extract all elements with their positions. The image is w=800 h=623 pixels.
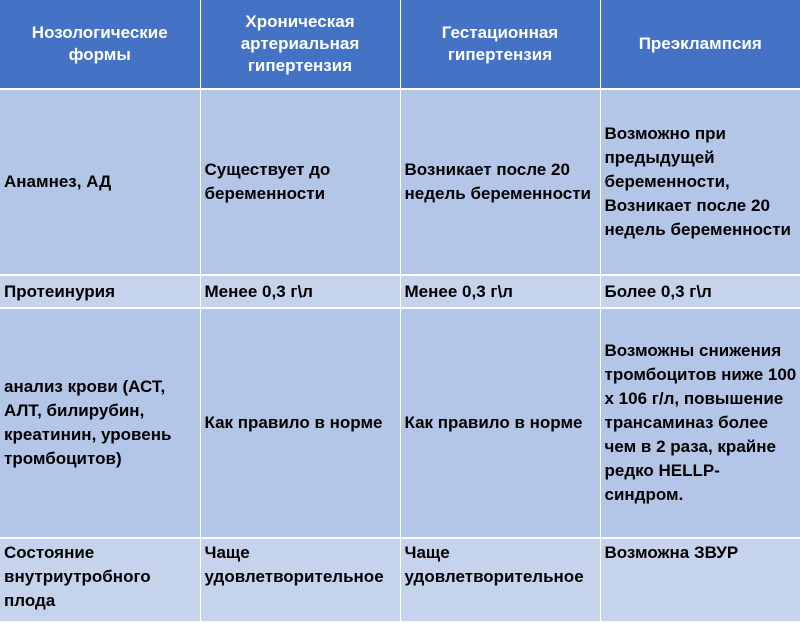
table-cell: Возможна ЗВУР bbox=[600, 538, 800, 622]
row-label-fetal-state: Состояние внутриутробного плода bbox=[0, 538, 200, 622]
table-cell: Чаще удовлетворительное bbox=[400, 538, 600, 622]
column-header-gestational-hypertension: Гестационная гипертензия bbox=[400, 0, 600, 89]
table-cell: Возникает после 20 недель беременности bbox=[400, 89, 600, 275]
row-label-proteinuria: Протеинурия bbox=[0, 275, 200, 308]
table-cell: Менее 0,3 г\л bbox=[400, 275, 600, 308]
table-row bbox=[0, 89, 800, 275]
table-cell: Более 0,3 г\л bbox=[600, 275, 800, 308]
table-header-row bbox=[0, 0, 800, 89]
column-header-chronic-hypertension: Хроническая артериальная гипертензия bbox=[200, 0, 400, 89]
table-cell: Менее 0,3 г\л bbox=[200, 275, 400, 308]
table-row bbox=[0, 308, 800, 538]
table-cell: Существует до беременности bbox=[200, 89, 400, 275]
table-cell: Как правило в норме bbox=[200, 308, 400, 538]
row-label-anamnesis: Анамнез, АД bbox=[0, 89, 200, 275]
column-header-preeclampsia: Преэклампсия bbox=[600, 0, 800, 89]
table-cell: Возможны снижения тромбоцитов ниже 100 х 106 г/л, повышение трансаминаз более чем в 2 раза, крайне редко HELLP-синдром. bbox=[600, 308, 800, 538]
table-cell: Чаще удовлетворительное bbox=[200, 538, 400, 622]
table-cell: Как правило в норме bbox=[400, 308, 600, 538]
column-header-nosological-forms: Нозологические формы bbox=[0, 0, 200, 89]
row-label-blood-test: анализ крови (АСТ, АЛТ, билирубин, креатинин, уровень тромбоцитов) bbox=[0, 308, 200, 538]
table-row bbox=[0, 538, 800, 622]
table-cell: Возможно при предыдущей беременности, Возникает после 20 недель беременности bbox=[600, 89, 800, 275]
table-row bbox=[0, 275, 800, 308]
